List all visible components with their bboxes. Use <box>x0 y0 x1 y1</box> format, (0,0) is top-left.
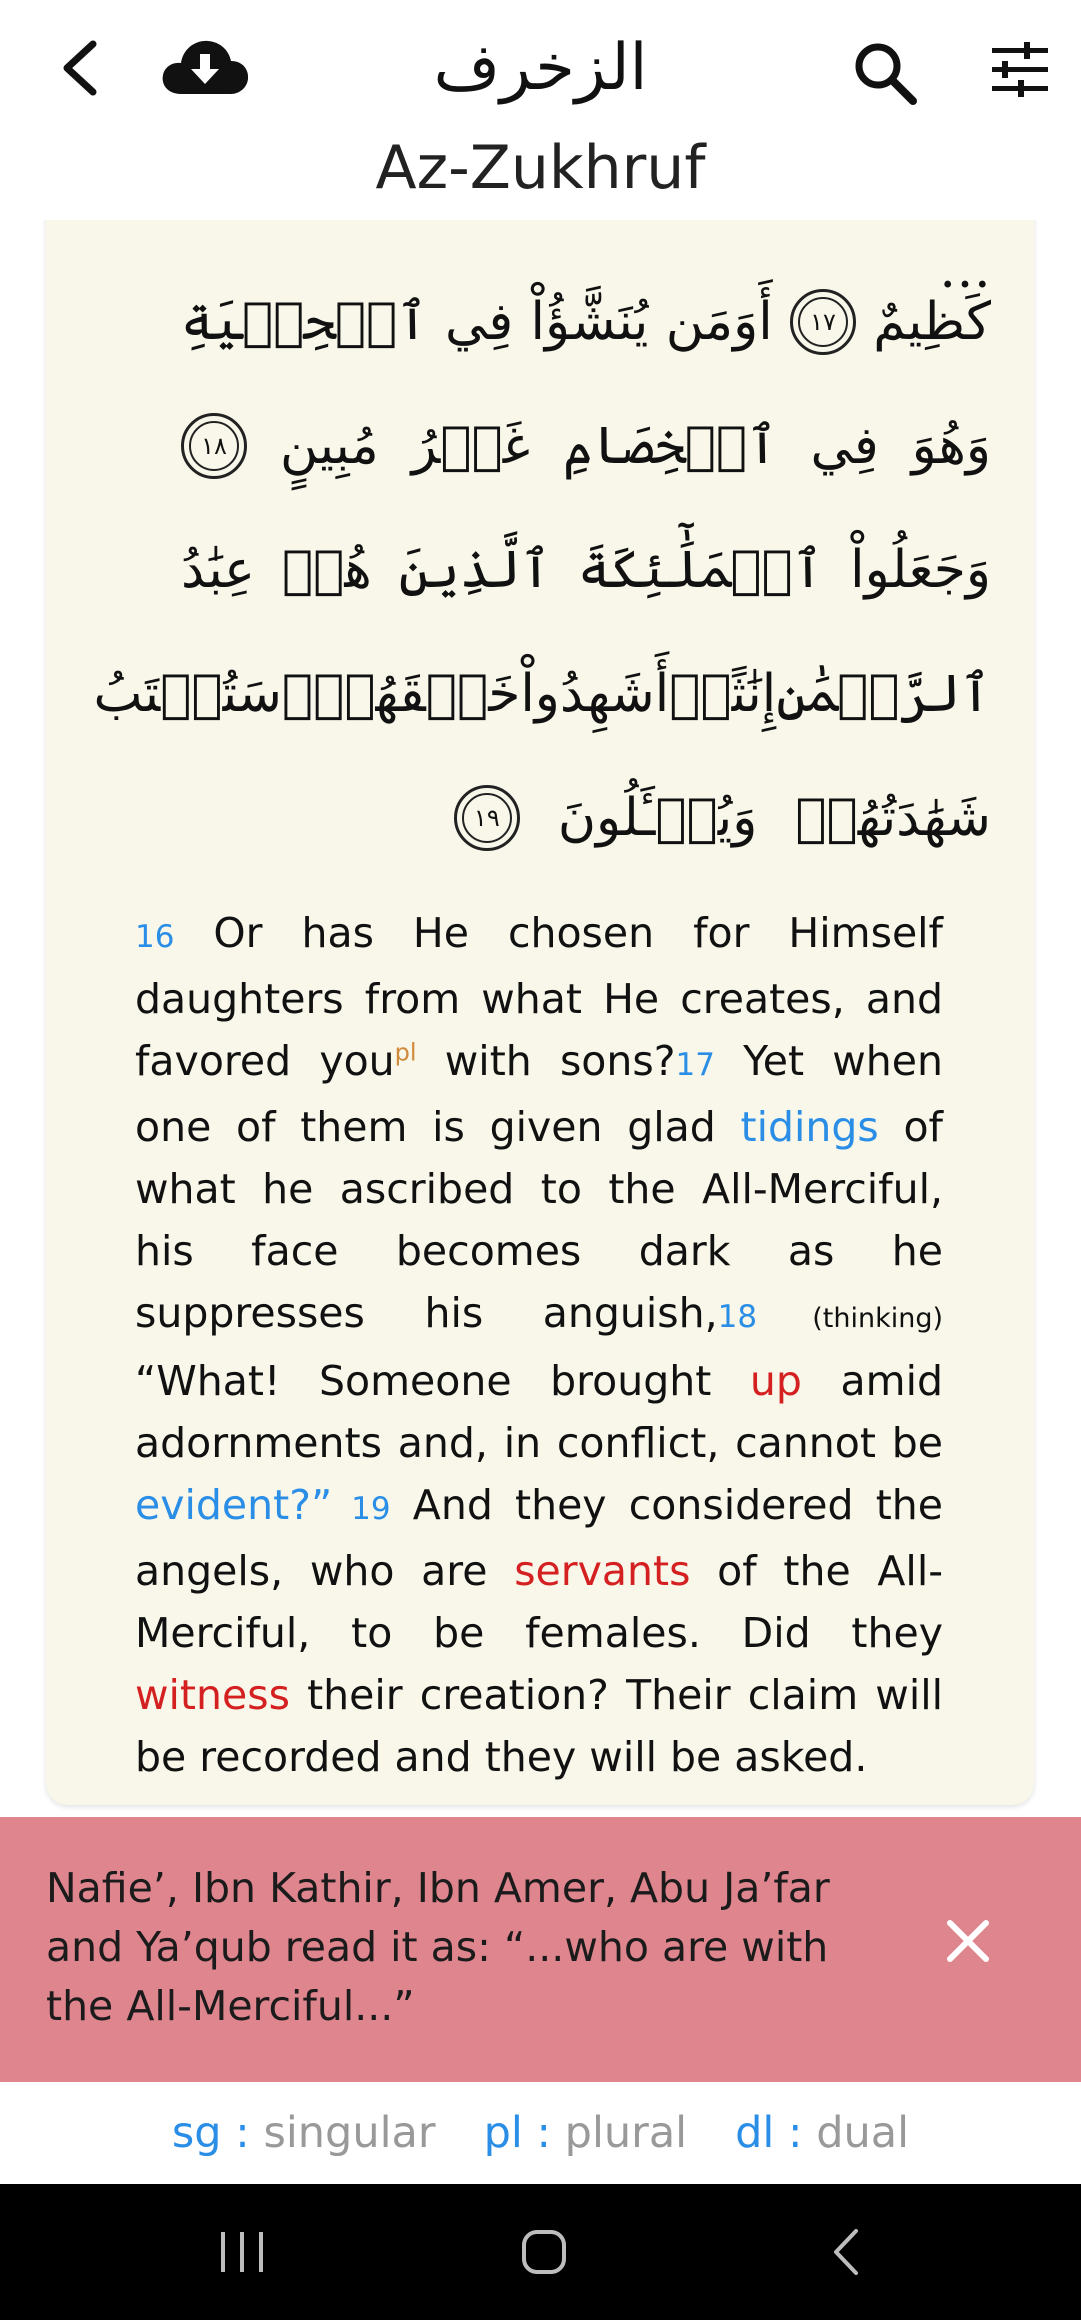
recents-button[interactable] <box>202 2222 282 2282</box>
verse-number: 16 <box>135 919 175 955</box>
translation-segment: Or has He chosen for Himself daughters from what He creates, and favored you <box>135 909 943 1085</box>
legend-item-singular <box>172 2108 436 2158</box>
arabic-text <box>93 200 991 880</box>
arabic-word[interactable]: مُبِينٍ <box>279 416 379 476</box>
close-footnote-button[interactable] <box>932 1905 1004 1977</box>
arabic-word[interactable]: ٱلۡمَلَٰٓئِكَةَ <box>577 540 824 600</box>
abbreviation-legend <box>0 2082 1081 2184</box>
arabic-word[interactable]: وَجَعَلُواْ <box>850 540 991 600</box>
search-button[interactable] <box>840 28 930 118</box>
legend-abbr: sg : <box>171 2108 250 2158</box>
legend-full: singular <box>263 2108 436 2158</box>
recents-icon <box>217 2230 267 2274</box>
arabic-word[interactable]: غَيۡرُ <box>411 416 530 476</box>
settings-button[interactable] <box>975 30 1065 110</box>
system-navigation-bar <box>0 2184 1081 2320</box>
app-header <box>0 0 1081 220</box>
verse-number: 18 <box>717 1299 758 1335</box>
arabic-line <box>181 756 991 880</box>
surah-title-arabic: الزخرف <box>433 31 648 105</box>
system-back-button[interactable] <box>806 2222 886 2282</box>
translation-segment: of what he ascribed to the All-Merciful, his face becomes dark as he suppresses his anguish, <box>135 1103 943 1337</box>
translation-segment: “What! Someone brought <box>135 1357 750 1405</box>
arabic-word[interactable]: فِي <box>445 292 514 352</box>
search-icon <box>850 38 920 108</box>
arabic-line-partial: … <box>939 240 991 300</box>
arabic-word[interactable]: ٱلرَّحۡمَٰنِ <box>776 664 991 724</box>
verse-number-mark[interactable]: ١٧ <box>790 289 856 355</box>
arabic-line <box>181 260 991 384</box>
word-link-tidings[interactable]: tidings <box>740 1103 879 1151</box>
arabic-word[interactable]: يُنَشَّؤُاْ <box>530 292 649 352</box>
close-icon <box>946 1919 990 1963</box>
translation-segment: Yet when one of them is given glad <box>135 1037 943 1151</box>
arabic-word[interactable]: ٱلۡحِلۡيَةِ <box>181 292 428 352</box>
arabic-word[interactable]: أَوَمَن <box>665 292 773 352</box>
translation-segment: of the All-Merciful, to be females. Did they <box>135 1547 944 1657</box>
verse-number-mark[interactable]: ١٨ <box>181 413 247 479</box>
verse-number: 17 <box>675 1047 715 1083</box>
footnote-banner <box>0 1817 1081 2082</box>
footnote-link-up[interactable]: up <box>749 1357 802 1405</box>
footnote-text: Nafie’, Ibn Kathir, Ibn Amer, Abu Ja’far and Ya’qub read it as: “...who are with the All-Merciful...” <box>46 1864 830 2030</box>
translation-segment: And they considered the angels, who are <box>135 1481 943 1595</box>
footnote-link-witness[interactable]: witness <box>135 1671 290 1719</box>
verse-card <box>46 200 1034 1805</box>
legend-full: plural <box>564 2108 688 2158</box>
arabic-word[interactable]: شَهَٰدَتُهُمۡ <box>795 788 991 848</box>
arabic-word[interactable]: إِنَٰثًاۚ <box>669 664 777 724</box>
arabic-line <box>181 384 991 508</box>
arabic-line <box>93 632 991 756</box>
legend-abbr: pl : <box>483 2108 551 2158</box>
back-icon <box>826 2227 866 2277</box>
arabic-word[interactable]: وَهُوَ <box>911 416 991 476</box>
arabic-word[interactable]: وَيُسۡـَٔلُونَ <box>557 788 758 848</box>
arabic-word[interactable]: سَتُكۡتَبُ <box>93 664 282 724</box>
translation-text <box>135 902 943 1788</box>
arabic-line <box>181 508 991 632</box>
parenthetical-note: (thinking) <box>757 1303 943 1334</box>
arabic-word[interactable]: هُمۡ <box>281 540 372 600</box>
plural-marker[interactable]: pl <box>394 1038 417 1067</box>
word-link-evident[interactable]: evident?” <box>135 1481 333 1529</box>
tune-icon <box>990 42 1050 98</box>
arabic-word[interactable]: عِبَٰدُ <box>181 540 256 600</box>
verse-number-mark[interactable]: ١٩ <box>454 785 520 851</box>
home-icon <box>519 2227 569 2277</box>
arabic-word[interactable]: ٱلۡخِصَامِ <box>562 416 778 476</box>
arabic-word[interactable]: أَشَهِدُواْ <box>520 664 670 724</box>
legend-item-dual <box>735 2108 909 2158</box>
arabic-word[interactable]: خَلۡقَهُمۡۚ <box>281 664 521 724</box>
translation-segment: with sons? <box>416 1037 676 1085</box>
legend-item-plural <box>484 2108 688 2158</box>
legend-full: dual <box>816 2108 910 2158</box>
verse-number: 19 <box>332 1491 391 1527</box>
surah-title-english: Az-Zukhruf <box>375 133 706 203</box>
arabic-word[interactable]: فِي <box>810 416 879 476</box>
home-button[interactable] <box>504 2222 584 2282</box>
translation-segment: amid adornments and, in conflict, cannot be <box>135 1357 943 1467</box>
arabic-word[interactable]: كَظِيمٌ <box>873 292 991 352</box>
arabic-word[interactable]: ٱلَّذِينَ <box>398 540 552 600</box>
legend-abbr: dl : <box>735 2108 803 2158</box>
translation-segment: their creation? Their claim will be recorded and they will be asked. <box>135 1671 943 1781</box>
footnote-link-servants[interactable]: servants <box>514 1547 691 1595</box>
